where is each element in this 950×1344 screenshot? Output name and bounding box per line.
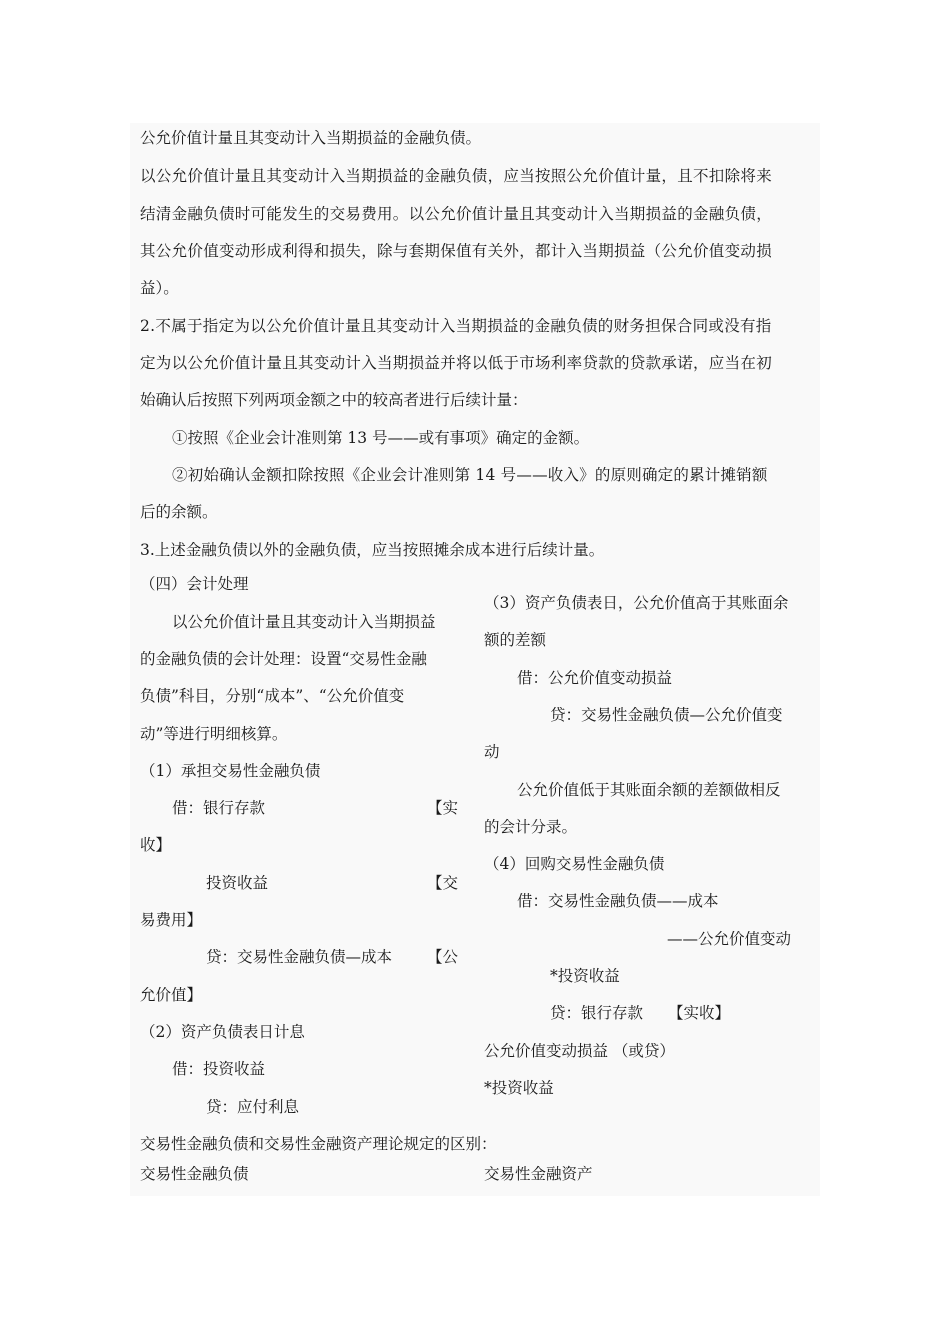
intro-line: 公允价值计量且其变动计入当期损益的金融负债。 — [140, 129, 482, 147]
journal-entry: ——公允价值变动 — [667, 930, 792, 948]
journal-entry: 贷：交易性金融负债—公允价值变 — [550, 706, 783, 724]
paragraph-line: 以公允价值计量且其变动计入当期损益 — [172, 613, 436, 631]
document-content — [130, 123, 820, 1196]
entry-note: 【实 — [427, 799, 459, 817]
entry-note: 【公 — [427, 948, 459, 966]
paragraph-line: 2.不属于指定为以公允价值计量且其变动计入当期损益的金融负债的财务担保合同或没有指 — [140, 317, 772, 335]
journal-entry: 投资收益 — [206, 874, 269, 892]
journal-entry: 借：银行存款 — [172, 799, 266, 817]
paragraph-line: 的金融负债的会计处理：设置“交易性金融 — [140, 650, 427, 668]
journal-entry: *投资收益 — [550, 967, 620, 985]
paragraph-line: 结清金融负债时可能发生的交易费用。以公允价值计量且其变动计入当期损益的金融负债， — [140, 205, 773, 223]
journal-entry: 贷：交易性金融负债—成本 — [206, 948, 393, 966]
journal-entry: 公允价值变动损益 （或贷） — [484, 1042, 675, 1060]
comparison-title: 交易性金融负债和交易性金融资产理论规定的区别： — [140, 1135, 497, 1153]
journal-entry: 贷：应付利息 — [206, 1098, 300, 1116]
entry-note: 【实收】 — [668, 1004, 731, 1022]
subsection-heading: （4）回购交易性金融负债 — [484, 855, 665, 873]
paragraph-line: 的会计分录。 — [484, 818, 578, 836]
section-heading: （四）会计处理 — [140, 575, 249, 593]
list-item: ②初始确认金额扣除按照《企业会计准则第 14 号——收入》的原则确定的累计摊销额 — [172, 466, 768, 484]
entry-note: 允价值】 — [140, 986, 203, 1004]
list-item: ①按照《企业会计准则第 13 号——或有事项》确定的金额。 — [172, 429, 590, 447]
journal-entry: 借：公允价值变动损益 — [517, 669, 673, 687]
paragraph-line: 公允价值低于其账面余额的差额做相反 — [517, 781, 781, 799]
subsection-heading: （1）承担交易性金融负债 — [140, 762, 321, 780]
paragraph-line: 始确认后按照下列两项金额之中的较高者进行后续计量： — [140, 391, 528, 409]
subsection-heading: （2）资产负债表日计息 — [140, 1023, 305, 1041]
paragraph-line: 以公允价值计量且其变动计入当期损益的金融负债，应当按照公允价值计量，且不扣除将来 — [140, 167, 773, 185]
journal-entry: 贷：银行存款 — [550, 1004, 644, 1022]
comparison-column-header: 交易性金融负债 — [140, 1165, 249, 1183]
paragraph-line: 益）。 — [140, 279, 179, 297]
journal-entry: 借：交易性金融负债——成本 — [517, 892, 719, 910]
journal-entry: 借：投资收益 — [172, 1060, 266, 1078]
paragraph-line: 其公允价值变动形成利得和损失，除与套期保值有关外，都计入当期损益（公允价值变动损 — [140, 242, 773, 260]
journal-entry: *投资收益 — [484, 1079, 554, 1097]
paragraph-line: 负债”科目，分别“成本”、“公允价值变 — [140, 687, 405, 705]
list-item: 后的余额。 — [140, 503, 218, 521]
entry-note: 【交 — [427, 874, 459, 892]
subsection-heading: 额的差额 — [484, 631, 547, 649]
comparison-column-header: 交易性金融资产 — [484, 1165, 593, 1183]
entry-note: 易费用】 — [140, 911, 203, 929]
subsection-heading: （3）资产负债表日，公允价值高于其账面余 — [484, 594, 789, 612]
journal-entry: 动 — [484, 743, 500, 761]
paragraph-line: 定为以公允价值计量且其变动计入当期损益并将以低于市场利率贷款的贷款承诺，应当在初 — [140, 354, 773, 372]
paragraph-line: 3.上述金融负债以外的金融负债，应当按照摊余成本进行后续计量。 — [140, 541, 605, 559]
entry-note: 收】 — [140, 836, 172, 854]
paragraph-line: 动”等进行明细核算。 — [140, 725, 288, 743]
